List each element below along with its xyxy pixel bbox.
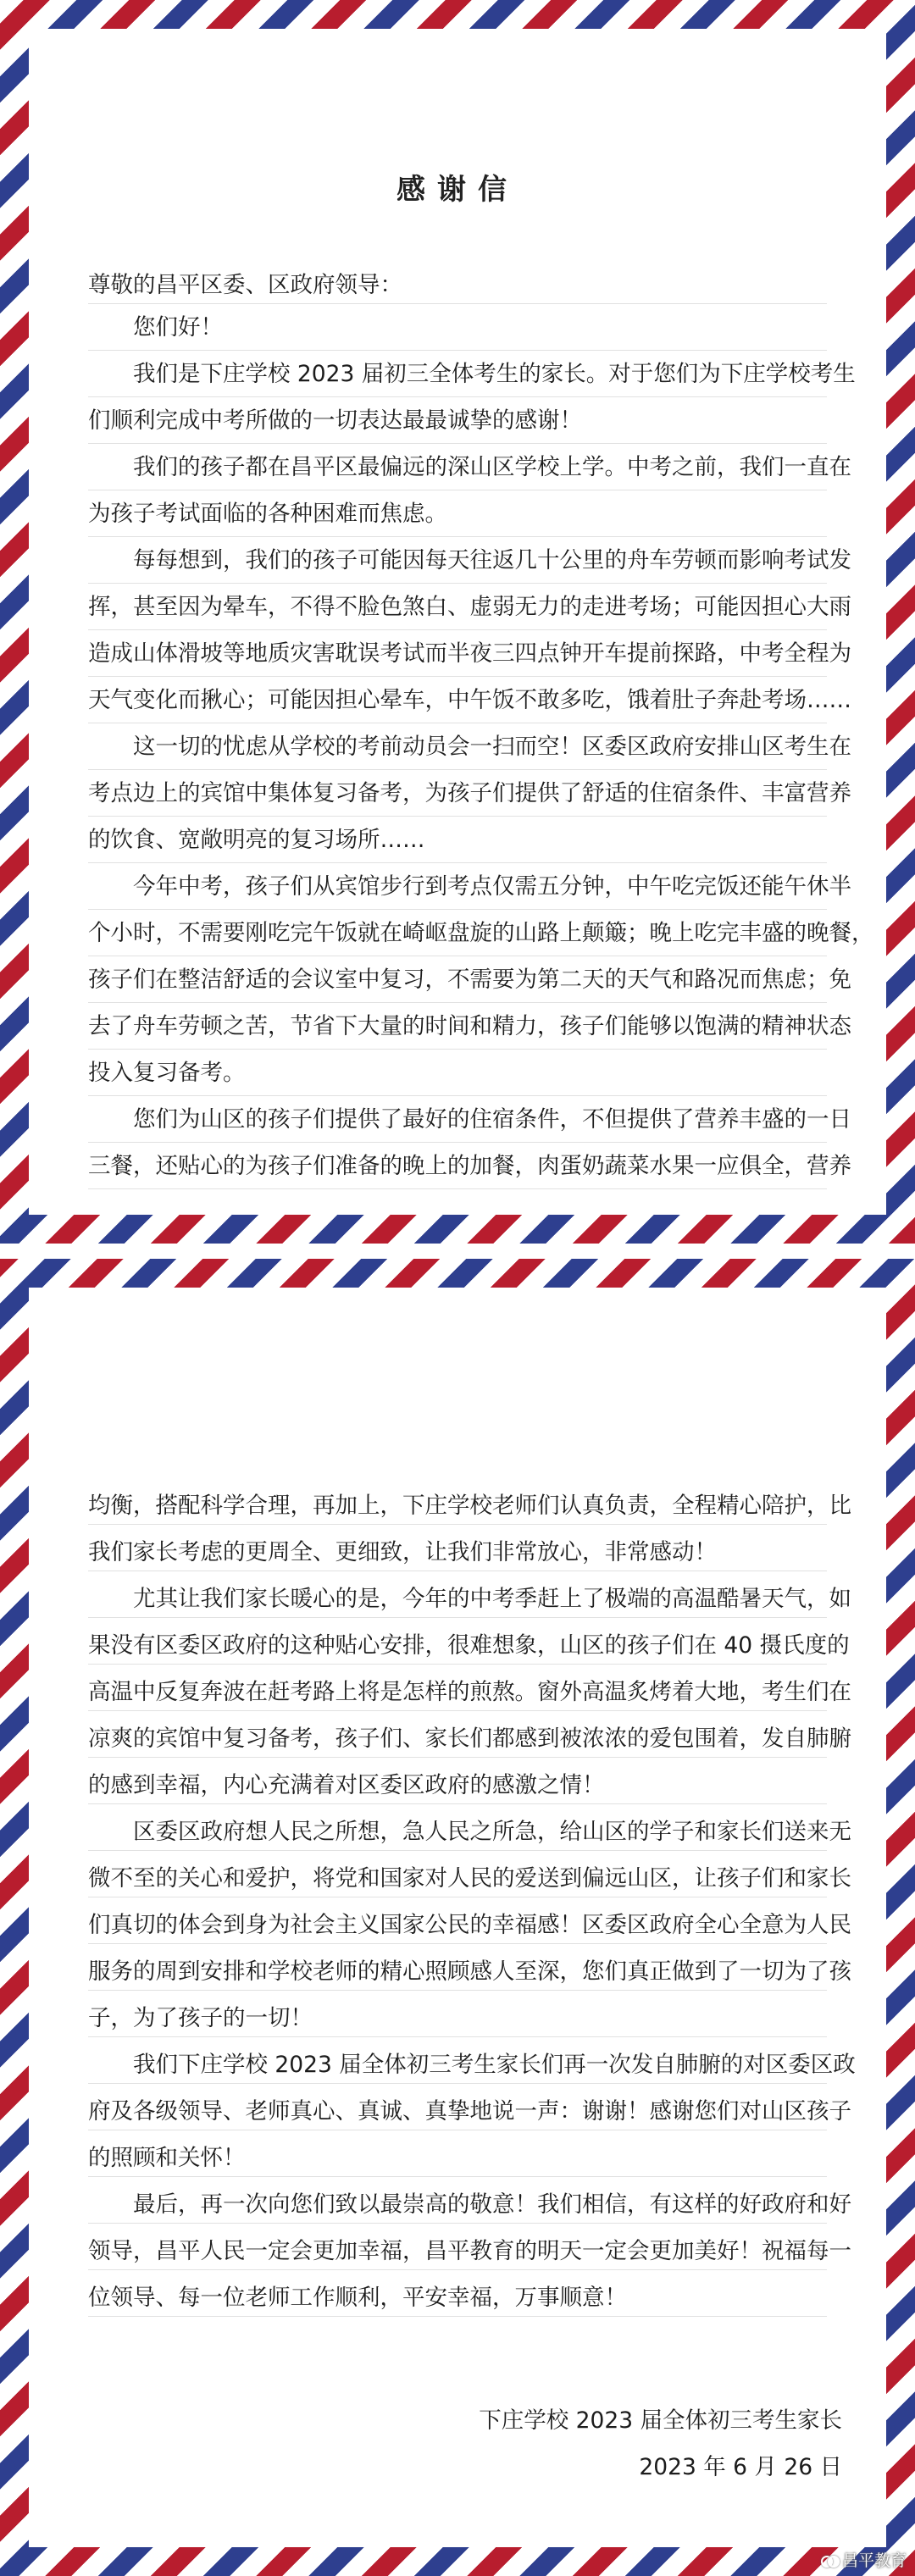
text-line: 领导，昌平人民一定会更加幸福，昌平教育的明天一定会更加美好！祝福每一: [88, 2238, 851, 2264]
rule-line: [88, 909, 827, 910]
text-line: 凉爽的宾馆中复习备考，孩子们、家长们都感到被浓浓的爱包围着，发自肺腑: [88, 1726, 851, 1752]
rule-line: [88, 816, 827, 817]
double-circle-logo-icon: [821, 2553, 838, 2567]
text-line: 的感到幸福，内心充满着对区委区政府的感激之情！: [88, 1772, 605, 1798]
rule-line: [88, 536, 827, 537]
text-line: 我们下庄学校 2023 届全体初三考生家长们再一次发自肺腑的对区委区政: [133, 2052, 856, 2078]
rule-line: [88, 1095, 827, 1096]
salutation: 尊敬的昌平区委、区政府领导：: [88, 272, 402, 298]
watermark-text: 昌平教育: [841, 2551, 907, 2570]
text-line: 您们好！: [133, 314, 223, 341]
text-line: 的照顾和关怀！: [88, 2145, 246, 2171]
text-line: 们真切的体会到身为社会主义国家公民的幸福感！区委区政府全心全意为人民: [88, 1912, 851, 1938]
rule-line: [88, 396, 827, 397]
rule-line: [88, 862, 827, 863]
text-line: 高温中反复奔波在赶考路上将是怎样的煎熬。窗外高温炙烤着大地，考生们在: [88, 1679, 851, 1705]
text-line: 今年中考，孩子们从宾馆步行到考点仅需五分钟，中午吃完饭还能午休半: [133, 873, 851, 900]
text-line: 们顺利完成中考所做的一切表达最最诚挚的感谢！: [88, 407, 582, 434]
text-line: 造成山体滑坡等地质灾害耽误考试而半夜三四点钟开车提前探路，中考全程为: [88, 640, 851, 667]
rule-line: [88, 583, 827, 584]
text-line: 孩子们在整洁舒适的会议室中复习，不需要为第二天的天气和路况而焦虑；免: [88, 967, 851, 993]
text-line: 服务的周到安排和学校老师的精心照顾感人至深，您们真正做到了一切为了孩: [88, 1958, 851, 1985]
rule-line: [88, 676, 827, 677]
rule-line: [88, 629, 827, 630]
rule-line: [88, 1188, 827, 1189]
text-line: 区委区政府想人民之所想，急人民之所急，给山区的学子和家长们送来无: [133, 1819, 851, 1845]
text-line: 三餐，还贴心的为孩子们准备的晚上的加餐，肉蛋奶蔬菜水果一应俱全，营养: [88, 1153, 851, 1179]
text-line: 投入复习备考。: [88, 1060, 246, 1086]
rule-line: [88, 443, 827, 444]
text-line: 微不至的关心和爱护，将党和国家对人民的爱送到偏远山区，让孩子们和家长: [88, 1865, 851, 1892]
letter-title: 感谢信: [396, 173, 518, 207]
text-line: 为孩子考试面临的各种困难而焦虑。: [88, 501, 447, 527]
rule-line: [88, 1049, 827, 1050]
letter-date: 2023 年 6 月 26 日: [639, 2454, 842, 2480]
text-line: 位领导、每一位老师工作顺利，平安幸福，万事顺意！: [88, 2285, 627, 2311]
text-line: 果没有区委区政府的这种贴心安排，很难想象，山区的孩子们在 40 摄氏度的: [88, 1632, 850, 1659]
text-line: 府及各级领导、老师真心、真诚、真挚地说一声：谢谢！感谢您们对山区孩子: [88, 2098, 851, 2125]
text-line: 考点边上的宾馆中集体复习备考，为孩子们提供了舒适的住宿条件、丰富营养: [88, 780, 851, 806]
text-line: 您们为山区的孩子们提供了最好的住宿条件，不但提供了营养丰盛的一日: [133, 1106, 851, 1133]
text-line: 我们家长考虑的更周全、更细致，让我们非常放心，非常感动！: [88, 1539, 717, 1565]
text-line: 挥，甚至因为晕车，不得不脸色煞白、虚弱无力的走进考场；可能因担心大雨: [88, 594, 851, 620]
watermark: [821, 2548, 907, 2571]
text-line: 天气变化而揪心；可能因担心晕车，中午饭不敢多吃，饿着肚子奔赴考场……: [88, 687, 851, 713]
signature: 下庄学校 2023 届全体初三考生家长: [479, 2407, 842, 2434]
text-line: 去了舟车劳顿之苦，节省下大量的时间和精力，孩子们能够以饱满的精神状态: [88, 1013, 851, 1039]
rule-line: [88, 769, 827, 770]
text-line: 每每想到，我们的孩子可能因每天往返几十公里的舟车劳顿而影响考试发: [133, 547, 851, 573]
text-line: 子，为了孩子的一切！: [88, 2005, 313, 2031]
text-line: 这一切的忧虑从学校的考前动员会一扫而空！区委区政府安排山区考生在: [133, 734, 851, 760]
rule-line: [88, 1142, 827, 1143]
text-line: 个小时，不需要刚吃完午饭就在崎岖盘旋的山路上颠簸；晚上吃完丰盛的晚餐，: [88, 920, 874, 946]
rule-line: [88, 1002, 827, 1003]
text-line: 最后，再一次向您们致以最崇高的敬意！我们相信，有这样的好政府和好: [133, 2191, 851, 2218]
text-line: 我们的孩子都在昌平区最偏远的深山区学校上学。中考之前，我们一直在: [133, 454, 851, 480]
text-line: 均衡，搭配科学合理，再加上，下庄学校老师们认真负责，全程精心陪护，比: [88, 1493, 851, 1519]
rule-line: [88, 350, 827, 351]
text-line: 尤其让我们家长暖心的是，今年的中考季赶上了极端的高温酷暑天气，如: [133, 1586, 851, 1612]
text-line: 的饮食、宽敞明亮的复习场所……: [88, 827, 425, 853]
text-line: 我们是下庄学校 2023 届初三全体考生的家长。对于您们为下庄学校考生: [133, 361, 856, 387]
